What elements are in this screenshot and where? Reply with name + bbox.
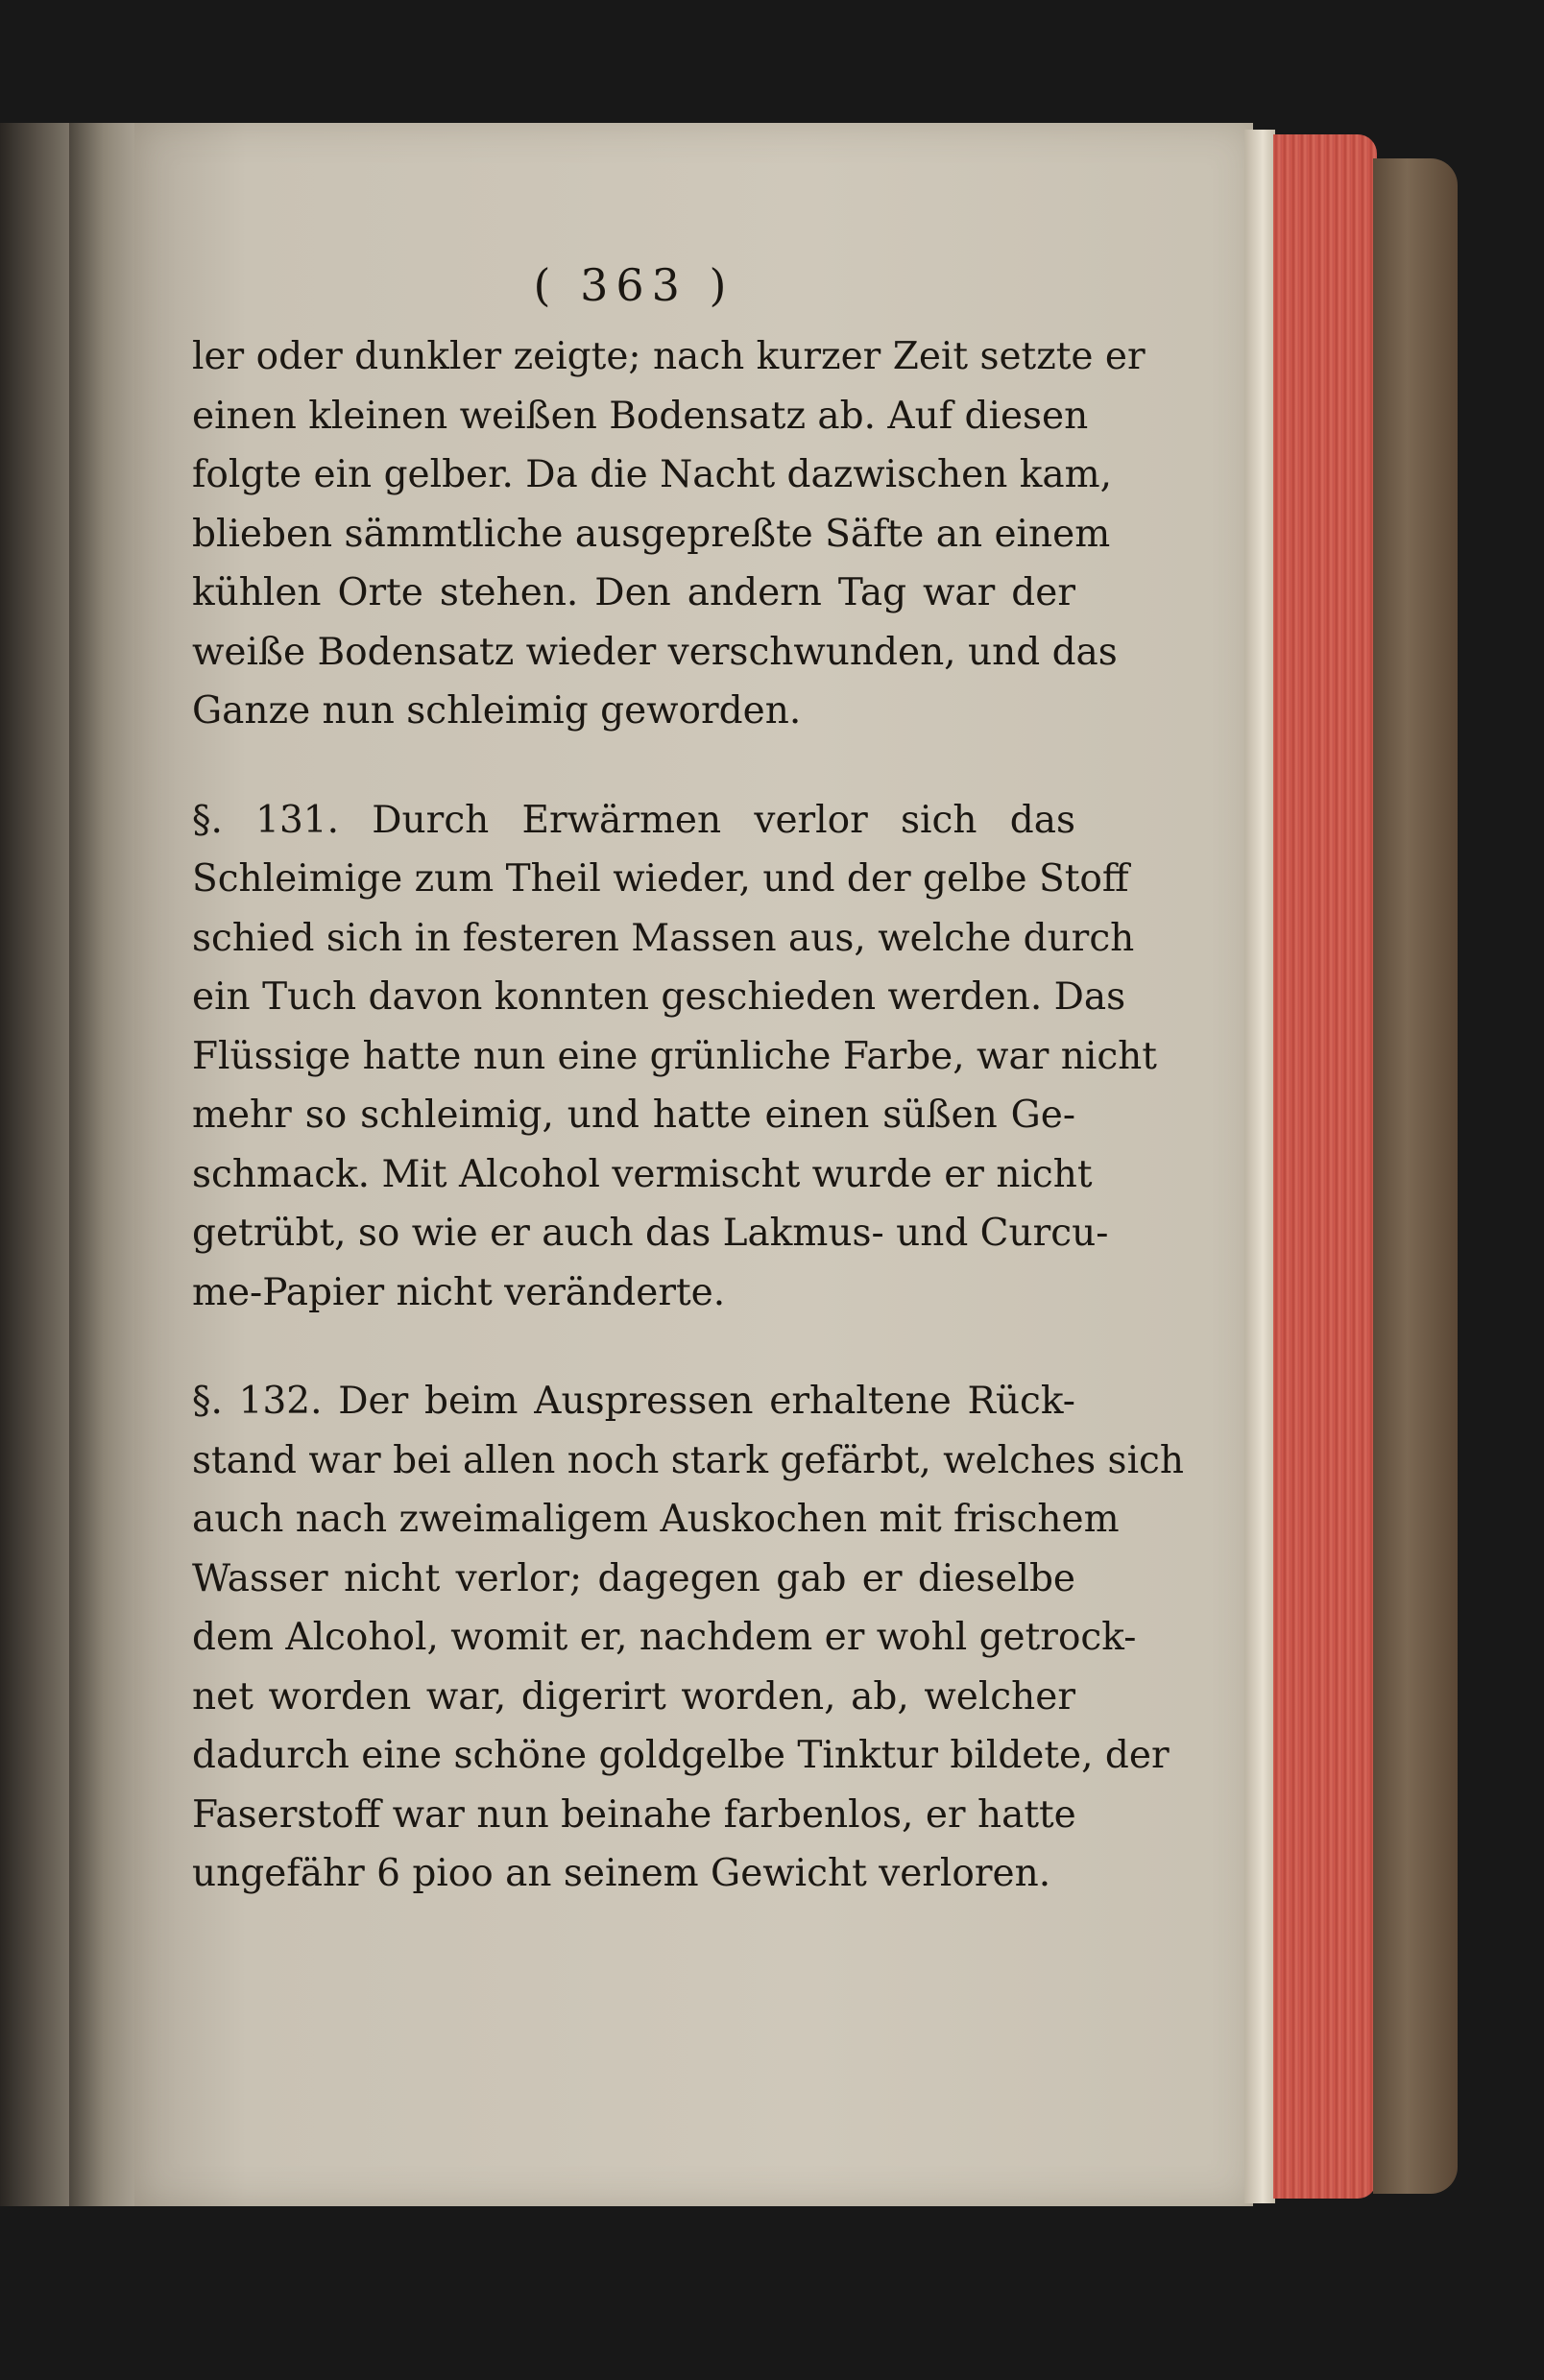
paragraph-3-section-132	[192, 1372, 1185, 1904]
text-line: Ganze nun schleimig geworden.	[192, 689, 802, 733]
text-line: dadurch eine schöne goldgelbe Tinktur bildete, der	[192, 1734, 1170, 1777]
text-line: dem Alcohol, womit er, nachdem er wohl getrock-	[192, 1616, 1137, 1659]
text-line: §. 132. Der beim Auspressen erhaltene Rück-	[192, 1380, 1075, 1423]
text-line: Schleimige zum Theil wieder, und der gelbe Stoff	[192, 857, 1129, 901]
text-line: getrübt, so wie er auch das Lakmus- und Curcu-	[192, 1212, 1109, 1255]
text-line: me-Papier nicht veränderte.	[192, 1270, 726, 1314]
left-page-edge	[0, 123, 75, 2206]
text-line: ungefähr 6 pioo an seinem Gewicht verloren.	[192, 1852, 1051, 1895]
text-line: mehr so schleimig, und hatte einen süßen Ge-	[192, 1094, 1075, 1137]
paragraph-gap	[192, 1322, 1075, 1372]
text-line: net worden war, digerirt worden, ab, welcher	[192, 1674, 1075, 1719]
text-line: ein Tuch davon konnten geschieden werden. Das	[192, 975, 1126, 1019]
red-page-edges	[1273, 134, 1377, 2199]
paragraph-1	[192, 327, 1146, 741]
text-line: schied sich in festeren Massen aus, welche durch	[192, 916, 1135, 960]
page-text	[192, 254, 1185, 1904]
text-line: weiße Bodensatz wieder verschwunden, und das	[192, 630, 1118, 674]
book-cover	[1373, 158, 1458, 2194]
text-line: folgte ein gelber. Da die Nacht dazwischen kam,	[192, 453, 1112, 496]
paragraph-2-section-131	[192, 791, 1157, 1323]
page-edge	[1244, 130, 1275, 2203]
text-line: auch nach zweimaligem Auskochen mit frischem	[192, 1498, 1120, 1541]
text-line: blieben sämmtliche ausgepreßte Säfte an einem	[192, 512, 1111, 556]
text-line: Faserstoff war nun beinahe farbenlos, er hatte	[192, 1792, 1076, 1837]
text-line: Wasser nicht verlor; dagegen gab er dieselbe	[192, 1556, 1075, 1600]
text-line: schmack. Mit Alcohol vermischt wurde er nicht	[192, 1152, 1093, 1196]
text-line: stand war bei allen noch stark gefärbt, welches sich	[192, 1438, 1185, 1482]
text-line: §. 131. Durch Erwärmen verlor sich das	[192, 798, 1075, 842]
text-line: ler oder dunkler zeigte; nach kurzer Zeit setzte er	[192, 335, 1146, 378]
text-line: kühlen Orte stehen. Den andern Tag war der	[192, 571, 1075, 614]
page-number: ( 363 )	[533, 259, 735, 311]
text-line: einen kleinen weißen Bodensatz ab. Auf diesen	[192, 394, 1089, 438]
paragraph-gap	[192, 741, 1075, 791]
text-line: Flüssige hatte nun eine grünliche Farbe, war nicht	[192, 1034, 1157, 1078]
